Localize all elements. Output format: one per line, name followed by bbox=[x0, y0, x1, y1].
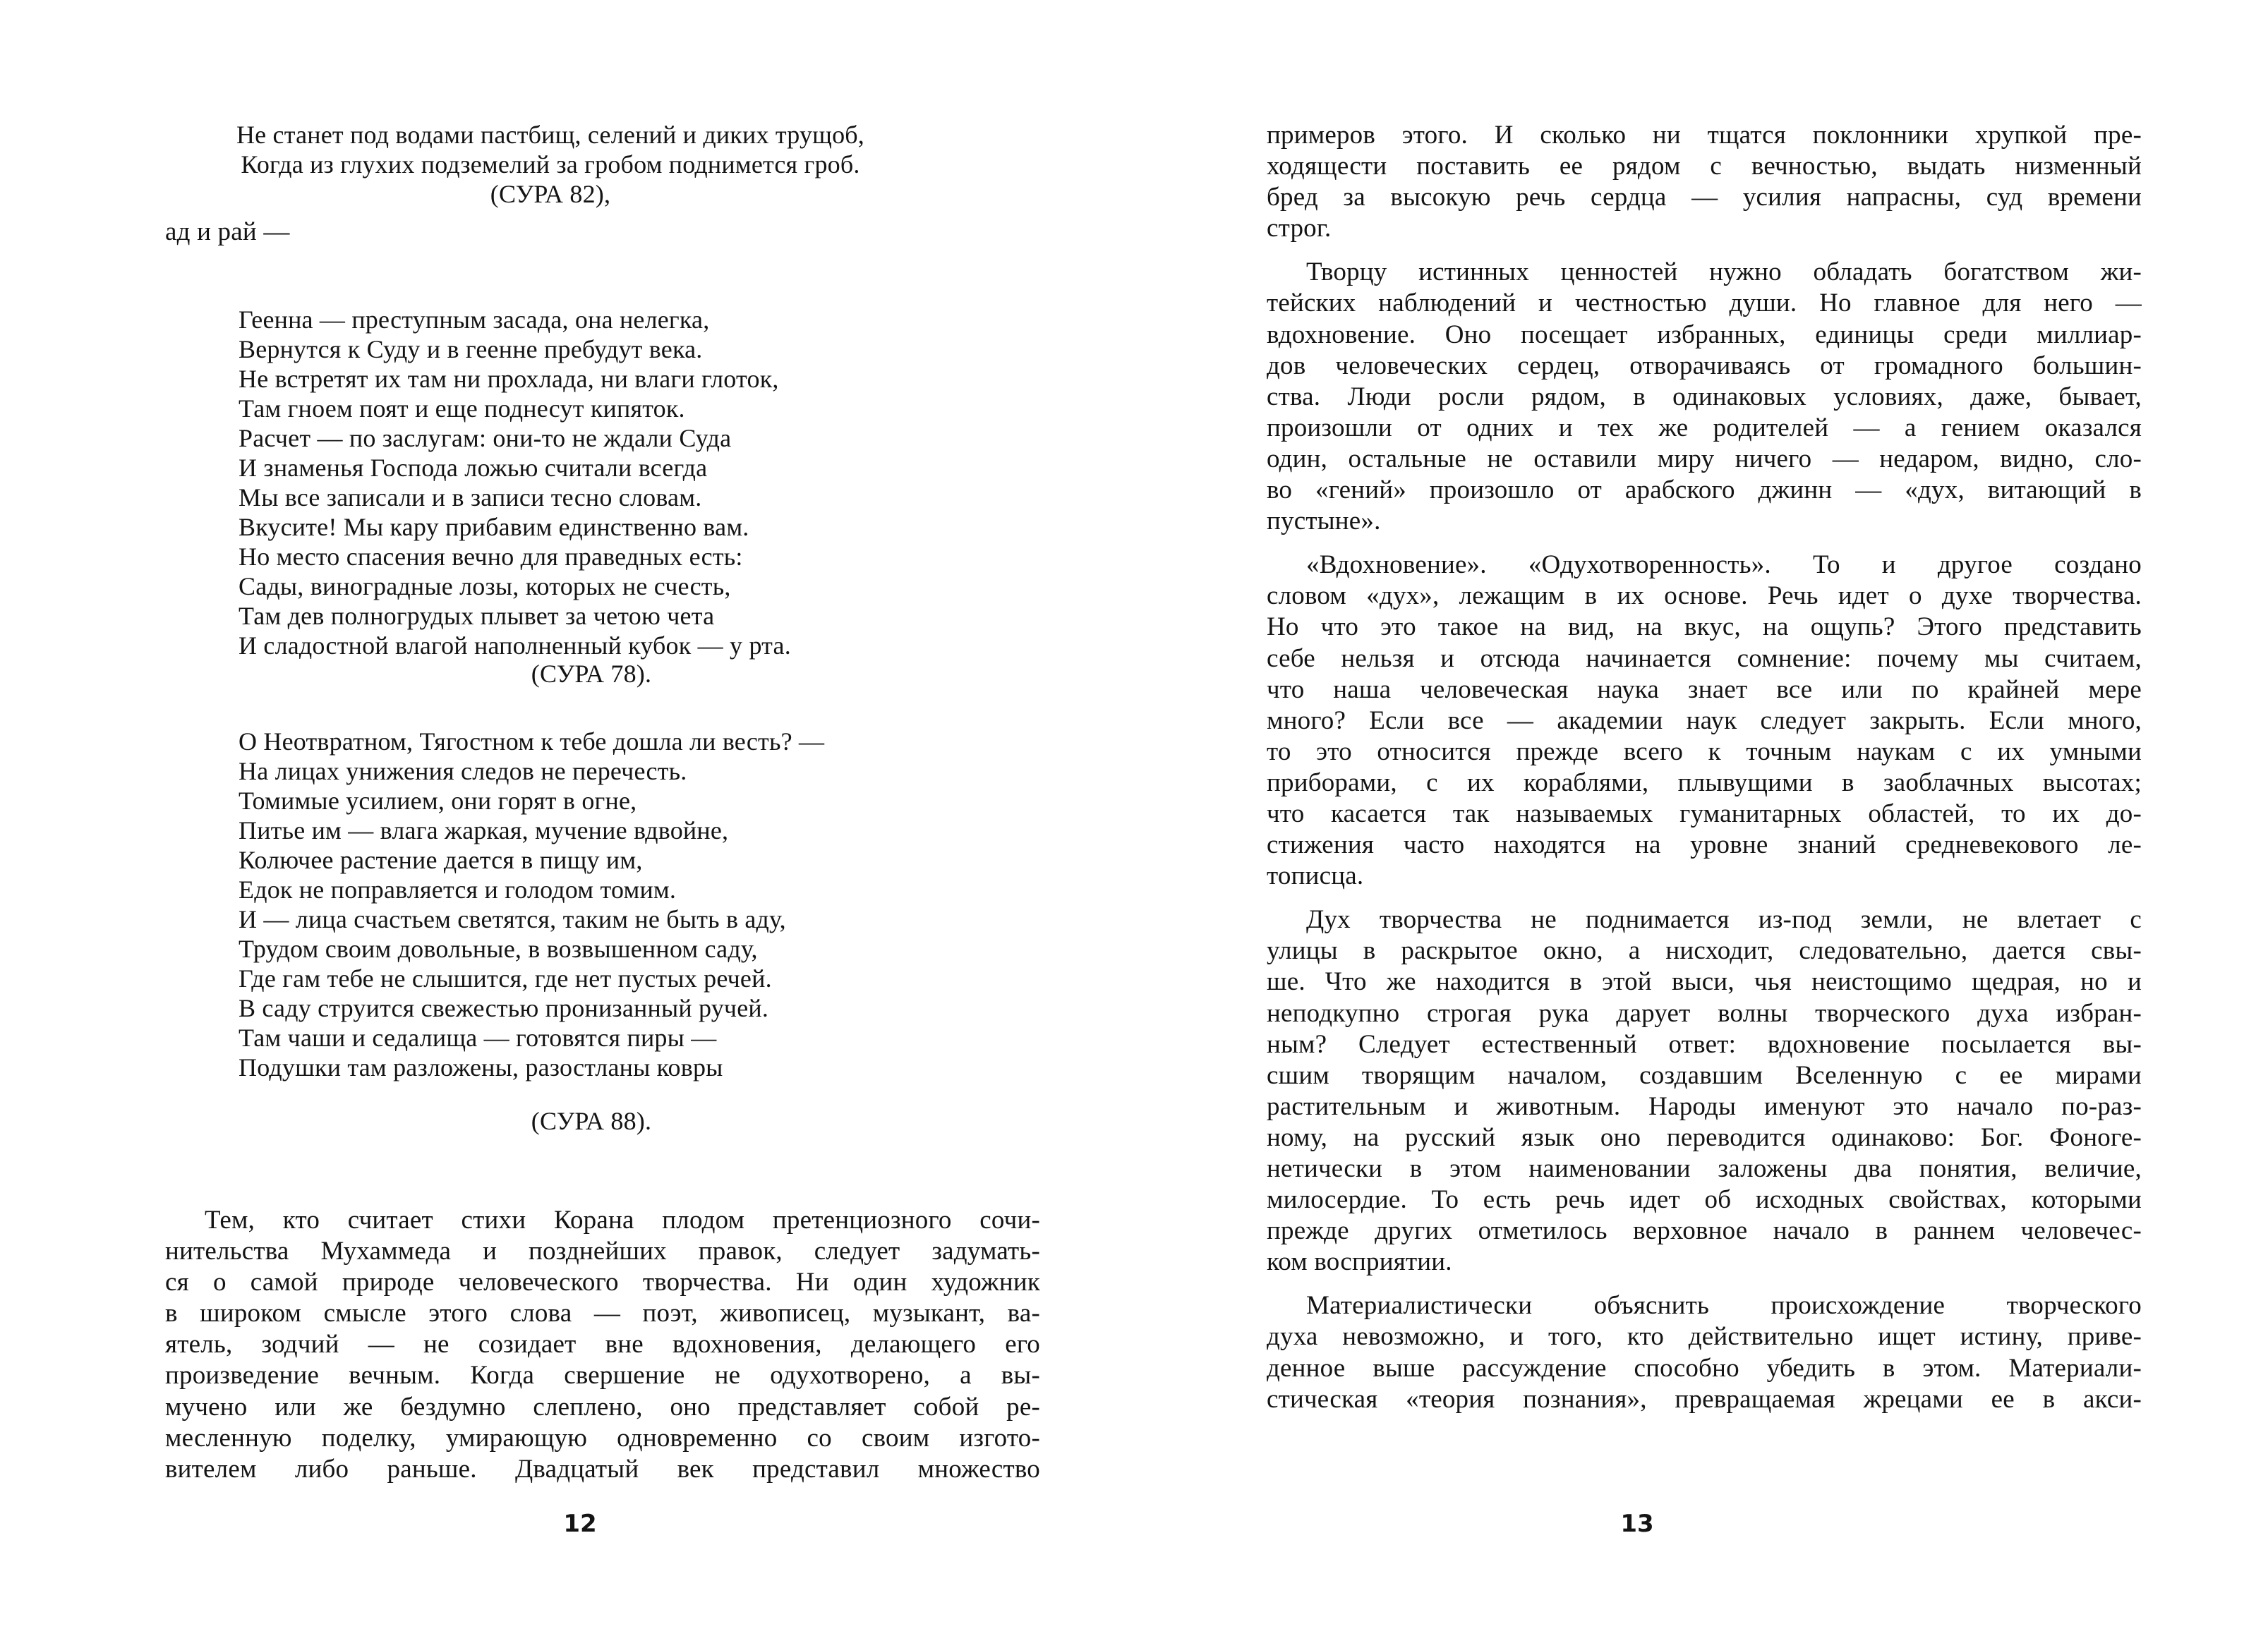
prose-line: Материалистически объяснить происхождение творческого bbox=[1306, 1291, 2142, 1321]
verse-line: И знаменья Господа ложью считали всегда bbox=[239, 454, 708, 482]
sura-citation-block bbox=[239, 1106, 944, 1136]
prose-line: нетически в этом наименовании заложены два понятия, величие, bbox=[1267, 1154, 2142, 1183]
prose-line: вителем либо раньше. Двадцатый век представил множество bbox=[165, 1454, 1040, 1484]
verse-line: Сады, виноградные лозы, которых не счесть, bbox=[239, 572, 731, 600]
verse-line: На лицах унижения следов не перечесть. bbox=[239, 757, 687, 785]
verse-line: О Неотвратном, Тягостном к тебе дошла ли весть? — bbox=[239, 727, 825, 756]
prose-line: «Вдохновение». «Одухотворенность». То и другое создано bbox=[1306, 550, 2142, 580]
prose-line: себе нельзя и отсюда начинается сомнение: почему мы считаем, bbox=[1267, 643, 2142, 673]
verse-line: Подушки там разложены, разостланы ковры bbox=[239, 1053, 723, 1081]
prose-line: стижения часто находятся на уровне знаний средневекового ле- bbox=[1267, 830, 2142, 860]
verse-line: Томимые усилием, они горят в огне, bbox=[239, 787, 637, 815]
prose-line: много? Если все — академии наук следует закрыть. Если много, bbox=[1267, 705, 2142, 735]
prose-line: в широком смысле этого слова — поэт, живописец, музыкант, ва- bbox=[165, 1299, 1040, 1328]
verse-line: Едок не поправляется и голодом томим. bbox=[239, 875, 677, 904]
prose-line: бред за высокую речь сердца — усилия напрасны, суд времени bbox=[1267, 183, 2142, 212]
prose-line: ным? Следует естественный ответ: вдохновение посылается вы- bbox=[1267, 1029, 2142, 1059]
verse-line: Расчет — по заслугам: они-то не ждали Суда bbox=[239, 424, 732, 452]
verse-block-2 bbox=[239, 727, 944, 1082]
prose-line: что наша человеческая наука знает все или по крайней мере bbox=[1267, 674, 2142, 704]
right-page bbox=[1134, 0, 2268, 1636]
prose-line: во «гений» произошло от арабского джинн — «дух, витающий в bbox=[1267, 475, 2142, 505]
verse-line: Вкусите! Мы кару прибавим единственно вам. bbox=[239, 513, 749, 541]
sura-citation: (СУРА 82), bbox=[490, 180, 611, 208]
verse-line: Там дев полногрудых плывет за четою чета bbox=[239, 602, 715, 630]
verse-line: Геенна — преступным засада, она нелегка, bbox=[239, 305, 710, 334]
prose-line: произведение вечным. Когда свершение не одухотворено, а вы- bbox=[165, 1361, 1040, 1390]
sura-citation: (СУРА 78). bbox=[531, 660, 652, 688]
prose-line: мучено или же бездумно слеплено, оно представляет собой ре- bbox=[165, 1392, 1040, 1422]
prose-paragraph bbox=[165, 1205, 1040, 1485]
prose-line: ному, на русский язык оно переводится одинаково: Бог. Фоноге- bbox=[1267, 1122, 2142, 1152]
prose-line: что касается так называемых гуманитарных областей, то их до- bbox=[1267, 799, 2142, 828]
prose-line: пустыне». bbox=[1267, 507, 1381, 536]
sura-citation-block bbox=[239, 659, 944, 689]
prose-line: строг. bbox=[1267, 214, 1332, 243]
verse-line: Мы все записали и в записи тесно словам. bbox=[239, 483, 702, 511]
prose-column bbox=[1267, 120, 2142, 1415]
prose-line: ходящести поставить ее рядом с вечностью, выдать низменный bbox=[1267, 152, 2142, 181]
prose-line: растительным и животным. Народы именуют это начало по-раз- bbox=[1267, 1091, 2142, 1121]
prose-line: то это относится прежде всего к точным наукам с их умными bbox=[1267, 737, 2142, 766]
verse-line: Но место спасения вечно для праведных есть: bbox=[239, 543, 743, 571]
prose-line: нительства Мухаммеда и позднейших правок, следует задумать- bbox=[165, 1237, 1040, 1266]
lead-in-line: ад и рай — bbox=[165, 217, 290, 246]
verse-line: Когда из глухих подземелий за гробом поднимется гроб. bbox=[241, 150, 860, 178]
opening-verse bbox=[148, 120, 953, 209]
prose-line: ше. Что же находится в этой выси, чья неистощимо щедрая, но и bbox=[1267, 967, 2142, 997]
prose-line: прежде других отметилось верховное начало в раннем человечес- bbox=[1267, 1216, 2142, 1246]
verse-line: Не станет под водами пастбищ, селений и диких трущоб, bbox=[236, 121, 865, 149]
verse-line: Вернутся к Суду и в геенне пребудут века. bbox=[239, 335, 703, 363]
prose-line: неподкупно строгая рука дарует волны творческого духа избран- bbox=[1267, 998, 2142, 1028]
prose-line: один, остальные не оставили миру ничего — недаром, видно, сло- bbox=[1267, 444, 2142, 473]
prose-line: словом «дух», лежащим в их основе. Речь идет о духе творчества. bbox=[1267, 581, 2142, 611]
prose-line: стическая «теория познания», превращаемая жрецами ее в акси- bbox=[1267, 1384, 2142, 1414]
prose-line: сшим творящим началом, создавшим Вселенную с ее мирами bbox=[1267, 1060, 2142, 1090]
prose-line: тописца. bbox=[1267, 861, 1364, 891]
prose-line: Но что это такое на вид, на вкус, на ощупь? Этого представить bbox=[1267, 612, 2142, 642]
verse-line: Питье им — влага жаркая, мучение вдвойне, bbox=[239, 816, 729, 844]
prose-line: вдохновение. Оно посещает избранных, единицы среди миллиар- bbox=[1267, 320, 2142, 349]
verse-line: Где гам тебе не слышится, где нет пустых речей. bbox=[239, 964, 772, 993]
prose-line: произошли от одних и тех же родителей — а гением оказался bbox=[1267, 413, 2142, 442]
prose-line: месленную поделку, умирающую одновременно со своим изгото- bbox=[165, 1423, 1040, 1453]
sura-citation: (СУРА 88). bbox=[531, 1107, 652, 1135]
prose-line: Дух творчества не поднимается из-под земли, не влетает с bbox=[1306, 905, 2142, 935]
page-number: 13 bbox=[1620, 1510, 1654, 1538]
verse-line: И — лица счастьем светятся, таким не быть в аду, bbox=[239, 905, 786, 933]
verse-line: Там чаши и седалища — готовятся пиры — bbox=[239, 1024, 717, 1052]
prose-line: милосердие. То есть речь идет об исходных свойствах, которыми bbox=[1267, 1185, 2142, 1215]
prose-line: улицы в раскрытое окно, а нисходит, следовательно, дается свы- bbox=[1267, 936, 2142, 966]
lead-in-text bbox=[165, 217, 290, 247]
verse-block-1 bbox=[239, 305, 944, 660]
prose-line: денное выше рассуждение способно убедить в этом. Материали- bbox=[1267, 1353, 2142, 1383]
prose-line: ся о самой природе человеческого творчества. Ни один художник bbox=[165, 1268, 1040, 1297]
prose-line: Творцу истинных ценностей нужно обладать богатством жи- bbox=[1306, 257, 2142, 287]
prose-line: приборами, с их кораблями, плывущими в заоблачных высотах; bbox=[1267, 768, 2142, 797]
prose-line: Тем, кто считает стихи Корана плодом претенциозного сочи- bbox=[205, 1206, 1040, 1235]
prose-line: духа невозможно, и того, кто действительно ищет истину, приве- bbox=[1267, 1322, 2142, 1352]
verse-line: Не встретят их там ни прохлада, ни влаги глоток, bbox=[239, 365, 779, 393]
verse-line: Трудом своим довольные, в возвышенном саду, bbox=[239, 935, 758, 963]
verse-line: В саду струится свежестью пронизанный ручей. bbox=[239, 994, 769, 1022]
prose-line: ятель, зодчий — не созидает вне вдохновения, делающего его bbox=[165, 1330, 1040, 1359]
prose-line: дов человеческих сердец, отворачиваясь от громадного большин- bbox=[1267, 351, 2142, 380]
prose-line: ком восприятии. bbox=[1267, 1247, 1452, 1277]
prose-line: ства. Люди росли рядом, в одинаковых условиях, даже, бывает, bbox=[1267, 382, 2142, 411]
prose-line: примеров этого. И сколько ни тщатся поклонники хрупкой пре- bbox=[1267, 121, 2142, 150]
page-number: 12 bbox=[563, 1510, 597, 1538]
prose-line: тейских наблюдений и честностью души. Но главное для него — bbox=[1267, 289, 2142, 318]
verse-line: Там гноем поят и еще поднесут кипяток. bbox=[239, 394, 685, 423]
verse-line: И сладостной влагой наполненный кубок — у рта. bbox=[239, 631, 791, 660]
verse-line: Колючее растение дается в пищу им, bbox=[239, 846, 643, 874]
